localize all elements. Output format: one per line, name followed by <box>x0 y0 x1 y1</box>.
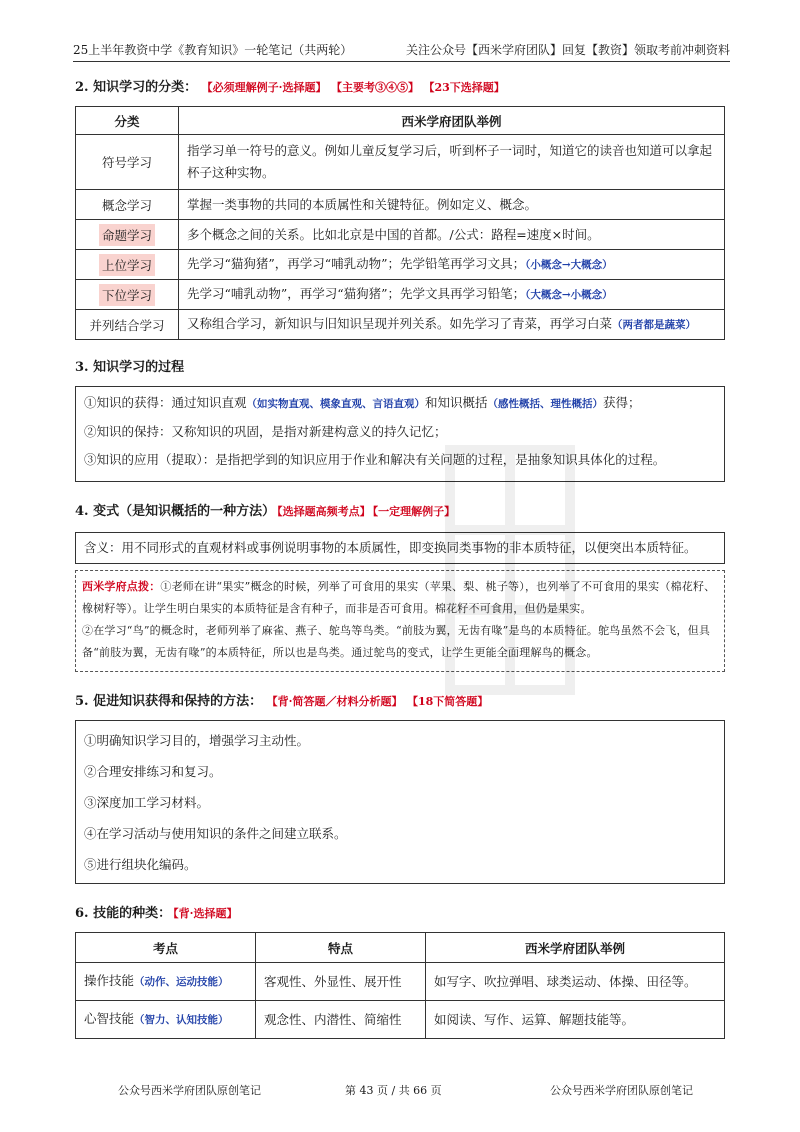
tips-box: 西米学府点拨：①老师在讲“果实”概念的时候，列举了可食用的果实（苹果、梨、桃子等），也列举了不可食用的果实（棉花籽、橡树籽等）。让学生明白果实的本质特征是含有种子，而非是否可食用。棉花籽不可食用，但仍是果实。 ②在学习“鸟”的概念时，老师列举了麻雀、燕子、鸵鸟等鸟类。“前肢为翼，无齿有喙”是鸟的本质特征。鸵鸟虽然不会飞，但具备“前肢为翼，无齿有喙”的本质特征，所以也是鸟类。通过鸵鸟的变式，让学生更能全面理解鸟的概念。 <box>75 570 725 672</box>
list-item: ①明确知识学习目的，增强学习主动性。 <box>84 733 310 748</box>
table-row: 操作技能（动作、运动技能） 客观性、外显性、展开性 如写字、吹拉弹唱、球类运动、体操、田径等。 <box>76 963 725 1001</box>
list-item: ⑤进行组块化编码。 <box>84 857 197 872</box>
section-4-title: 4. 变式（是知识概括的一种方法） 【选择题高频考点】 【一定理解例子】 <box>75 504 456 519</box>
methods-box <box>75 720 725 884</box>
section-3-title: 3. 知识学习的过程 <box>75 360 185 375</box>
header-right: 关注公众号【西米学府团队】回复【教资】领取考前冲刺资料 <box>405 43 730 57</box>
table-row: 下位学习 先学习“哺乳动物”，再学习“猫狗猪”；先学文具再学习铅笔；（大概念→小概念） <box>76 280 725 310</box>
table-row: 命题学习 多个概念之间的关系。比如北京是中国的首都。/公式：路程=速度×时间。 <box>76 220 725 250</box>
footer-right: 公众号西米学府团队原创笔记 <box>550 1084 693 1097</box>
section-2-title: 2. 知识学习的分类： 【必须理解例子·选择题】 【主要考③④⑤】 【23下选择题】 <box>75 80 505 95</box>
highlighted-category: 下位学习 <box>99 284 155 306</box>
section-5-title: 5. 促进知识获得和保持的方法： 【背·简答题／材料分析题】 【18下简答题】 <box>75 694 489 709</box>
page-header <box>73 40 730 62</box>
skills-table: 考点 特点 西米学府团队举例 操作技能（动作、运动技能） 客观性、外显性、展开性 如写字、吹拉弹唱、球类运动、体操、田径等。 心智技能（智力、认知技能） 观念性、内潜性、简缩性 如阅读、写作、运算、解题技能等。 <box>75 932 725 1039</box>
variation-definition: 含义：用不同形式的直观材料或事例说明事物的本质属性，即变换同类事物的非本质特征，以便突出本质特征。 <box>75 532 725 564</box>
list-item: ②合理安排练习和复习。 <box>84 764 222 779</box>
tag-2: 【主要考③④⑤】 <box>336 81 419 94</box>
col-example: 西米学府团队举例 <box>179 107 725 135</box>
table-row: 心智技能（智力、认知技能） 观念性、内潜性、简缩性 如阅读、写作、运算、解题技能等。 <box>76 1001 725 1039</box>
col-category: 分类 <box>76 107 179 135</box>
process-box: ①知识的获得：通过知识直观（如实物直观、模象直观、言语直观）和知识概括（感性概括、理性概括）获得； ②知识的保持：又称知识的巩固，是指对新建构意义的持久记忆； ③知识的应用（提取）：是指把学到的知识应用于作业和解决有关问题的过程，是抽象知识具体化的过程。 <box>75 386 725 482</box>
tag-3: 【23下选择题】 <box>428 81 505 94</box>
table-row: 符号学习 指学习单一符号的意义。例如儿童反复学习后，听到杯子一词时，知道它的读音也知道可以拿起杯子这种实物。 <box>76 135 725 190</box>
header-left: 25上半年教资中学《教育知识》一轮笔记（共两轮） <box>73 43 353 57</box>
list-item: ④在学习活动与使用知识的条件之间建立联系。 <box>84 826 347 841</box>
highlighted-category: 上位学习 <box>99 254 155 276</box>
page-number: 第 43 页 / 共 66 页 <box>345 1084 442 1097</box>
tag-1: 【必须理解例子·选择题】 <box>207 81 327 94</box>
classification-table <box>75 106 725 340</box>
highlighted-category: 命题学习 <box>99 224 155 246</box>
table-row: 并列结合学习 又称组合学习，新知识与旧知识呈现并列关系。如先学习了青菜，再学习白菜（两者都是蔬菜） <box>76 310 725 340</box>
footer-left: 公众号西米学府团队原创笔记 <box>118 1084 261 1097</box>
section-6-title: 6. 技能的种类： 【背·选择题】 <box>75 906 238 921</box>
watermark-logo <box>440 440 580 700</box>
table-row: 上位学习 先学习“猫狗猪”，再学习“哺乳动物”；先学铅笔再学习文具；（小概念→大概念） <box>76 250 725 280</box>
table-row: 概念学习 掌握一类事物的共同的本质属性和关键特征。例如定义、概念。 <box>76 190 725 220</box>
list-item: ③深度加工学习材料。 <box>84 795 210 810</box>
